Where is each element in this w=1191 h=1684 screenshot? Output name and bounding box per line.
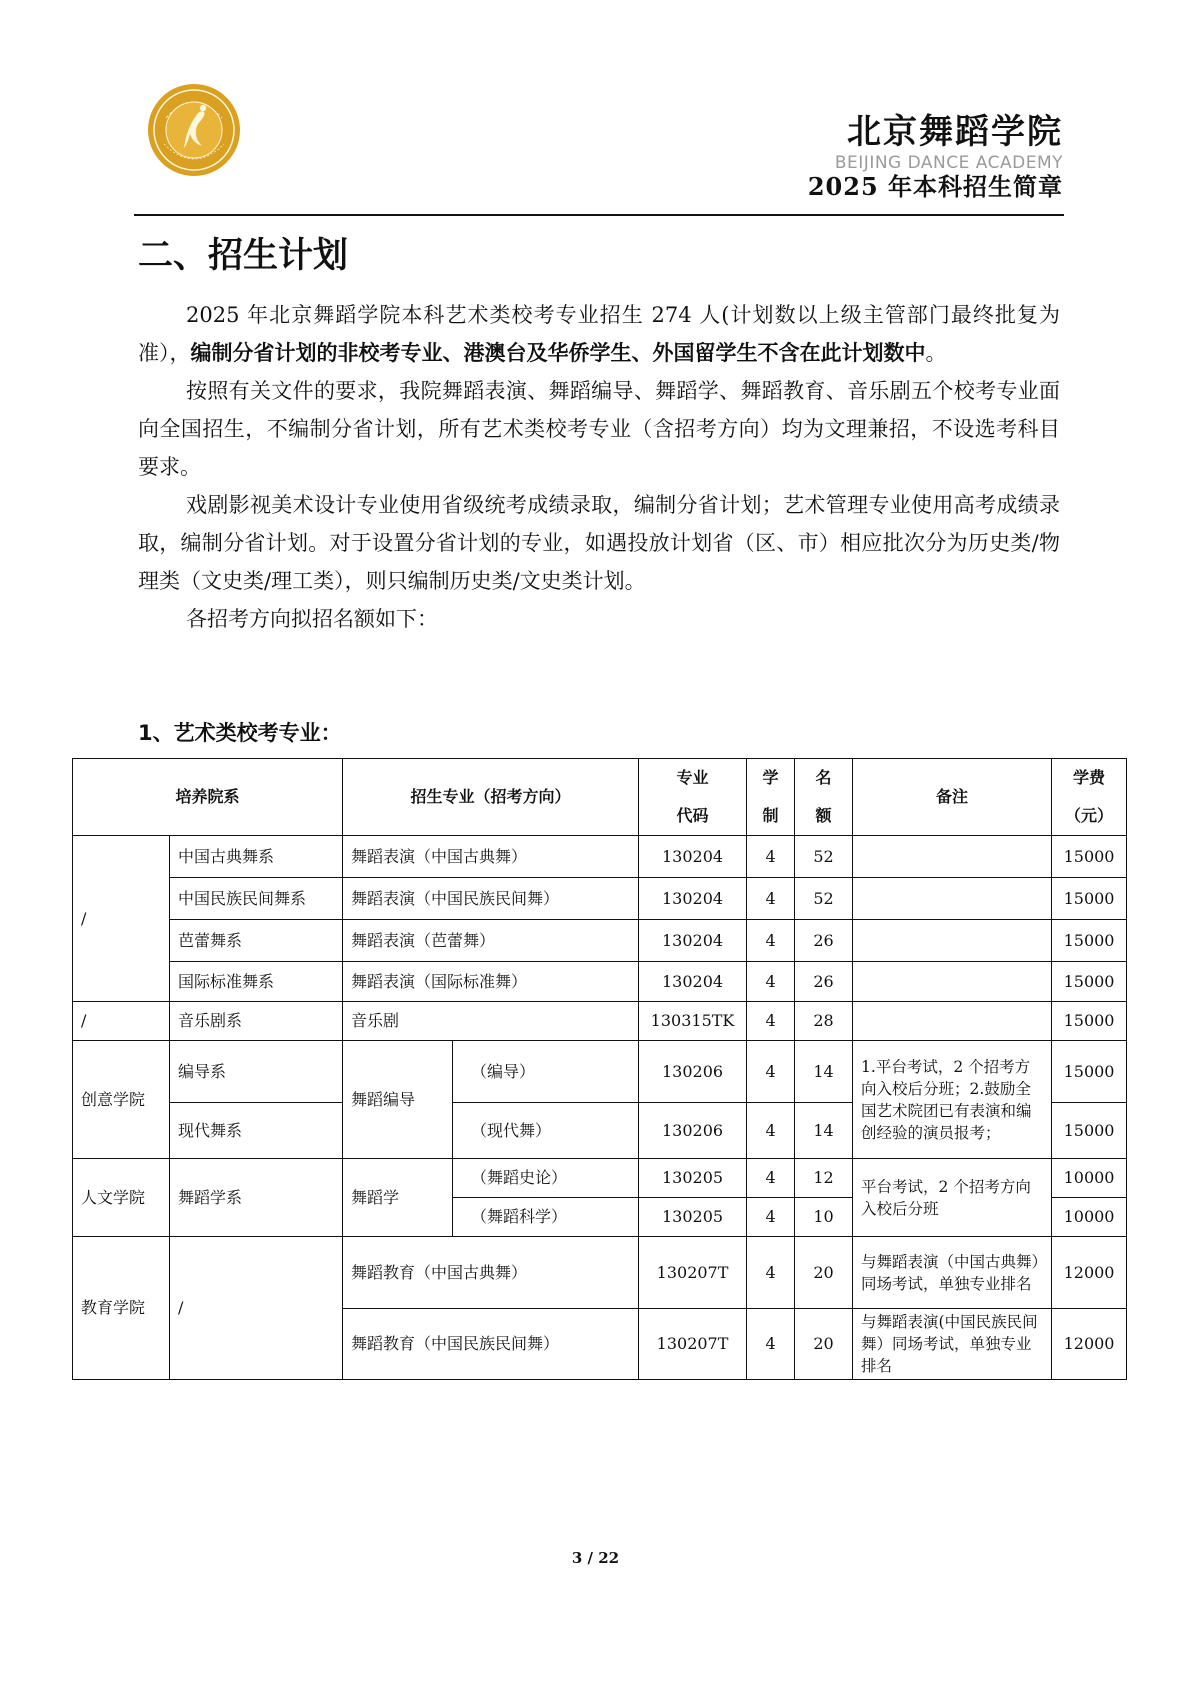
enrollment-plan-table — [72, 758, 1127, 1380]
academy-seal-icon — [146, 82, 242, 178]
dept-cell: 中国古典舞系 — [170, 836, 343, 878]
code-cell: 130204 — [639, 920, 747, 962]
note-cell — [853, 920, 1052, 962]
direction-cell: （舞蹈科学） — [453, 1198, 639, 1237]
paragraph-3: 戏剧影视美术设计专业使用省级统考成绩录取，编制分省计划；艺术管理专业使用高考成绩录取，编制分省计划。对于设置分省计划的专业，如遇投放计划省（区、市）相应批次分为历史类/物理类（文史类/理工类），则只编制历史类/文史类计划。 — [138, 493, 1060, 593]
note-cell: 1.平台考试，2 个招考方向入校后分班；2.鼓励全国艺术院团已有表演和编创经验的演员报考； — [853, 1041, 1052, 1159]
quota-cell: 10 — [795, 1198, 853, 1237]
dept-cell: 中国民族民间舞系 — [170, 878, 343, 920]
dept-cell: 音乐剧系 — [170, 1002, 343, 1041]
brand-name-en: BEIJING DANCE ACADEMY — [834, 153, 1063, 173]
school-cell: / — [73, 836, 170, 1002]
header-fee: 学费 （元） — [1052, 759, 1127, 836]
quota-cell: 20 — [795, 1309, 853, 1380]
quota-cell: 20 — [795, 1237, 853, 1309]
years-cell: 4 — [747, 878, 795, 920]
fee-cell: 12000 — [1052, 1309, 1127, 1380]
fee-cell: 15000 — [1052, 836, 1127, 878]
note-cell — [853, 878, 1052, 920]
fee-cell: 10000 — [1052, 1198, 1127, 1237]
dept-cell: 国际标准舞系 — [170, 962, 343, 1002]
code-cell: 130206 — [639, 1041, 747, 1103]
brochure-title: 2025 年本科招生简章 — [807, 172, 1063, 201]
header-note: 备注 — [853, 759, 1052, 836]
code-cell: 130204 — [639, 878, 747, 920]
quota-cell: 14 — [795, 1103, 853, 1159]
note-cell: 平台考试，2 个招考方向入校后分班 — [853, 1159, 1052, 1237]
header-years: 学 制 — [747, 759, 795, 836]
quota-cell: 26 — [795, 920, 853, 962]
quota-cell: 52 — [795, 836, 853, 878]
page-number: 3 / 22 — [571, 1549, 620, 1567]
major-cell: 音乐剧 — [343, 1002, 639, 1041]
fee-cell: 10000 — [1052, 1159, 1127, 1198]
note-cell: 与舞蹈表演（中国古典舞）同场考试，单独专业排名 — [853, 1237, 1052, 1309]
code-cell: 130205 — [639, 1159, 747, 1198]
fee-cell: 15000 — [1052, 962, 1127, 1002]
table-row — [73, 836, 1127, 878]
table-row — [73, 1159, 1127, 1198]
dept-cell: 芭蕾舞系 — [170, 920, 343, 962]
fee-cell: 15000 — [1052, 1002, 1127, 1041]
years-cell: 4 — [747, 1041, 795, 1103]
paragraph-1 — [138, 296, 1060, 372]
major-cell: 舞蹈表演（中国古典舞） — [343, 836, 639, 878]
years-cell: 4 — [747, 1237, 795, 1309]
major-cell: 舞蹈教育（中国古典舞） — [343, 1237, 639, 1309]
dept-cell: 舞蹈学系 — [170, 1159, 343, 1237]
subsection-title: 1、艺术类校考专业： — [138, 721, 342, 745]
table-row — [73, 920, 1127, 962]
code-cell: 130207T — [639, 1237, 747, 1309]
brand-name-cn: 北京舞蹈学院 — [847, 112, 1063, 152]
code-cell: 130207T — [639, 1309, 747, 1380]
paragraph-1-end: 。 — [925, 341, 947, 365]
header-code: 专业 代码 — [639, 759, 747, 836]
fee-cell: 15000 — [1052, 920, 1127, 962]
brand-block — [808, 112, 1063, 202]
direction-cell: （现代舞） — [453, 1103, 639, 1159]
years-cell: 4 — [747, 920, 795, 962]
code-cell: 130315TK — [639, 1002, 747, 1041]
dept-cell: / — [170, 1237, 343, 1380]
header-dept: 培养院系 — [73, 759, 343, 836]
paragraph-1-emphasis: 编制分省计划的非校考专业、港澳台及华侨学生、外国留学生不含在此计划数中 — [190, 341, 926, 365]
years-cell: 4 — [747, 1002, 795, 1041]
table-row — [73, 962, 1127, 1002]
code-cell: 130204 — [639, 836, 747, 878]
fee-cell: 15000 — [1052, 1041, 1127, 1103]
years-cell: 4 — [747, 962, 795, 1002]
dept-cell: 现代舞系 — [170, 1103, 343, 1159]
major-cell: 舞蹈学 — [343, 1159, 453, 1237]
school-cell: 创意学院 — [73, 1041, 170, 1159]
paragraph-4: 各招考方向拟招名额如下： — [186, 607, 438, 631]
paragraph-1-text: 2025 年北京舞蹈学院本科艺术类校考专业招生 274 人(计划数以上级主管部门最终批复为准）， — [138, 303, 1060, 365]
dept-cell: 编导系 — [170, 1041, 343, 1103]
intro-paragraphs — [138, 296, 1060, 638]
section-title: 二、招生计划 — [138, 236, 349, 276]
years-cell: 4 — [747, 1159, 795, 1198]
school-cell: / — [73, 1002, 170, 1041]
table-row — [73, 1041, 1127, 1103]
years-cell: 4 — [747, 1103, 795, 1159]
direction-cell: （舞蹈史论） — [453, 1159, 639, 1198]
note-cell — [853, 962, 1052, 1002]
code-cell: 130204 — [639, 962, 747, 1002]
table-row — [73, 878, 1127, 920]
header-major: 招生专业（招考方向） — [343, 759, 639, 836]
quota-cell: 52 — [795, 878, 853, 920]
major-cell: 舞蹈编导 — [343, 1041, 453, 1159]
quota-cell: 26 — [795, 962, 853, 1002]
direction-cell: （编导） — [453, 1041, 639, 1103]
years-cell: 4 — [747, 1309, 795, 1380]
major-cell: 舞蹈表演（国际标准舞） — [343, 962, 639, 1002]
school-cell: 人文学院 — [73, 1159, 170, 1237]
years-cell: 4 — [747, 1198, 795, 1237]
table-row — [73, 1237, 1127, 1309]
fee-cell: 15000 — [1052, 1103, 1127, 1159]
fee-cell: 12000 — [1052, 1237, 1127, 1309]
major-cell: 舞蹈表演（芭蕾舞） — [343, 920, 639, 962]
header-quota: 名 额 — [795, 759, 853, 836]
header-divider — [134, 214, 1064, 216]
table-header-row — [73, 759, 1127, 836]
paragraph-2: 按照有关文件的要求，我院舞蹈表演、舞蹈编导、舞蹈学、舞蹈教育、音乐剧五个校考专业面向全国招生，不编制分省计划，所有艺术类校考专业（含招考方向）均为文理兼招，不设选考科目要求。 — [138, 379, 1060, 479]
code-cell: 130205 — [639, 1198, 747, 1237]
years-cell: 4 — [747, 836, 795, 878]
code-cell: 130206 — [639, 1103, 747, 1159]
note-cell: 与舞蹈表演(中国民族民间舞）同场考试，单独专业排名 — [853, 1309, 1052, 1380]
school-cell: 教育学院 — [73, 1237, 170, 1380]
note-cell — [853, 1002, 1052, 1041]
major-cell: 舞蹈教育（中国民族民间舞） — [343, 1309, 639, 1380]
fee-cell: 15000 — [1052, 878, 1127, 920]
quota-cell: 28 — [795, 1002, 853, 1041]
quota-cell: 14 — [795, 1041, 853, 1103]
quota-cell: 12 — [795, 1159, 853, 1198]
table-row — [73, 1002, 1127, 1041]
major-cell: 舞蹈表演（中国民族民间舞） — [343, 878, 639, 920]
note-cell — [853, 836, 1052, 878]
